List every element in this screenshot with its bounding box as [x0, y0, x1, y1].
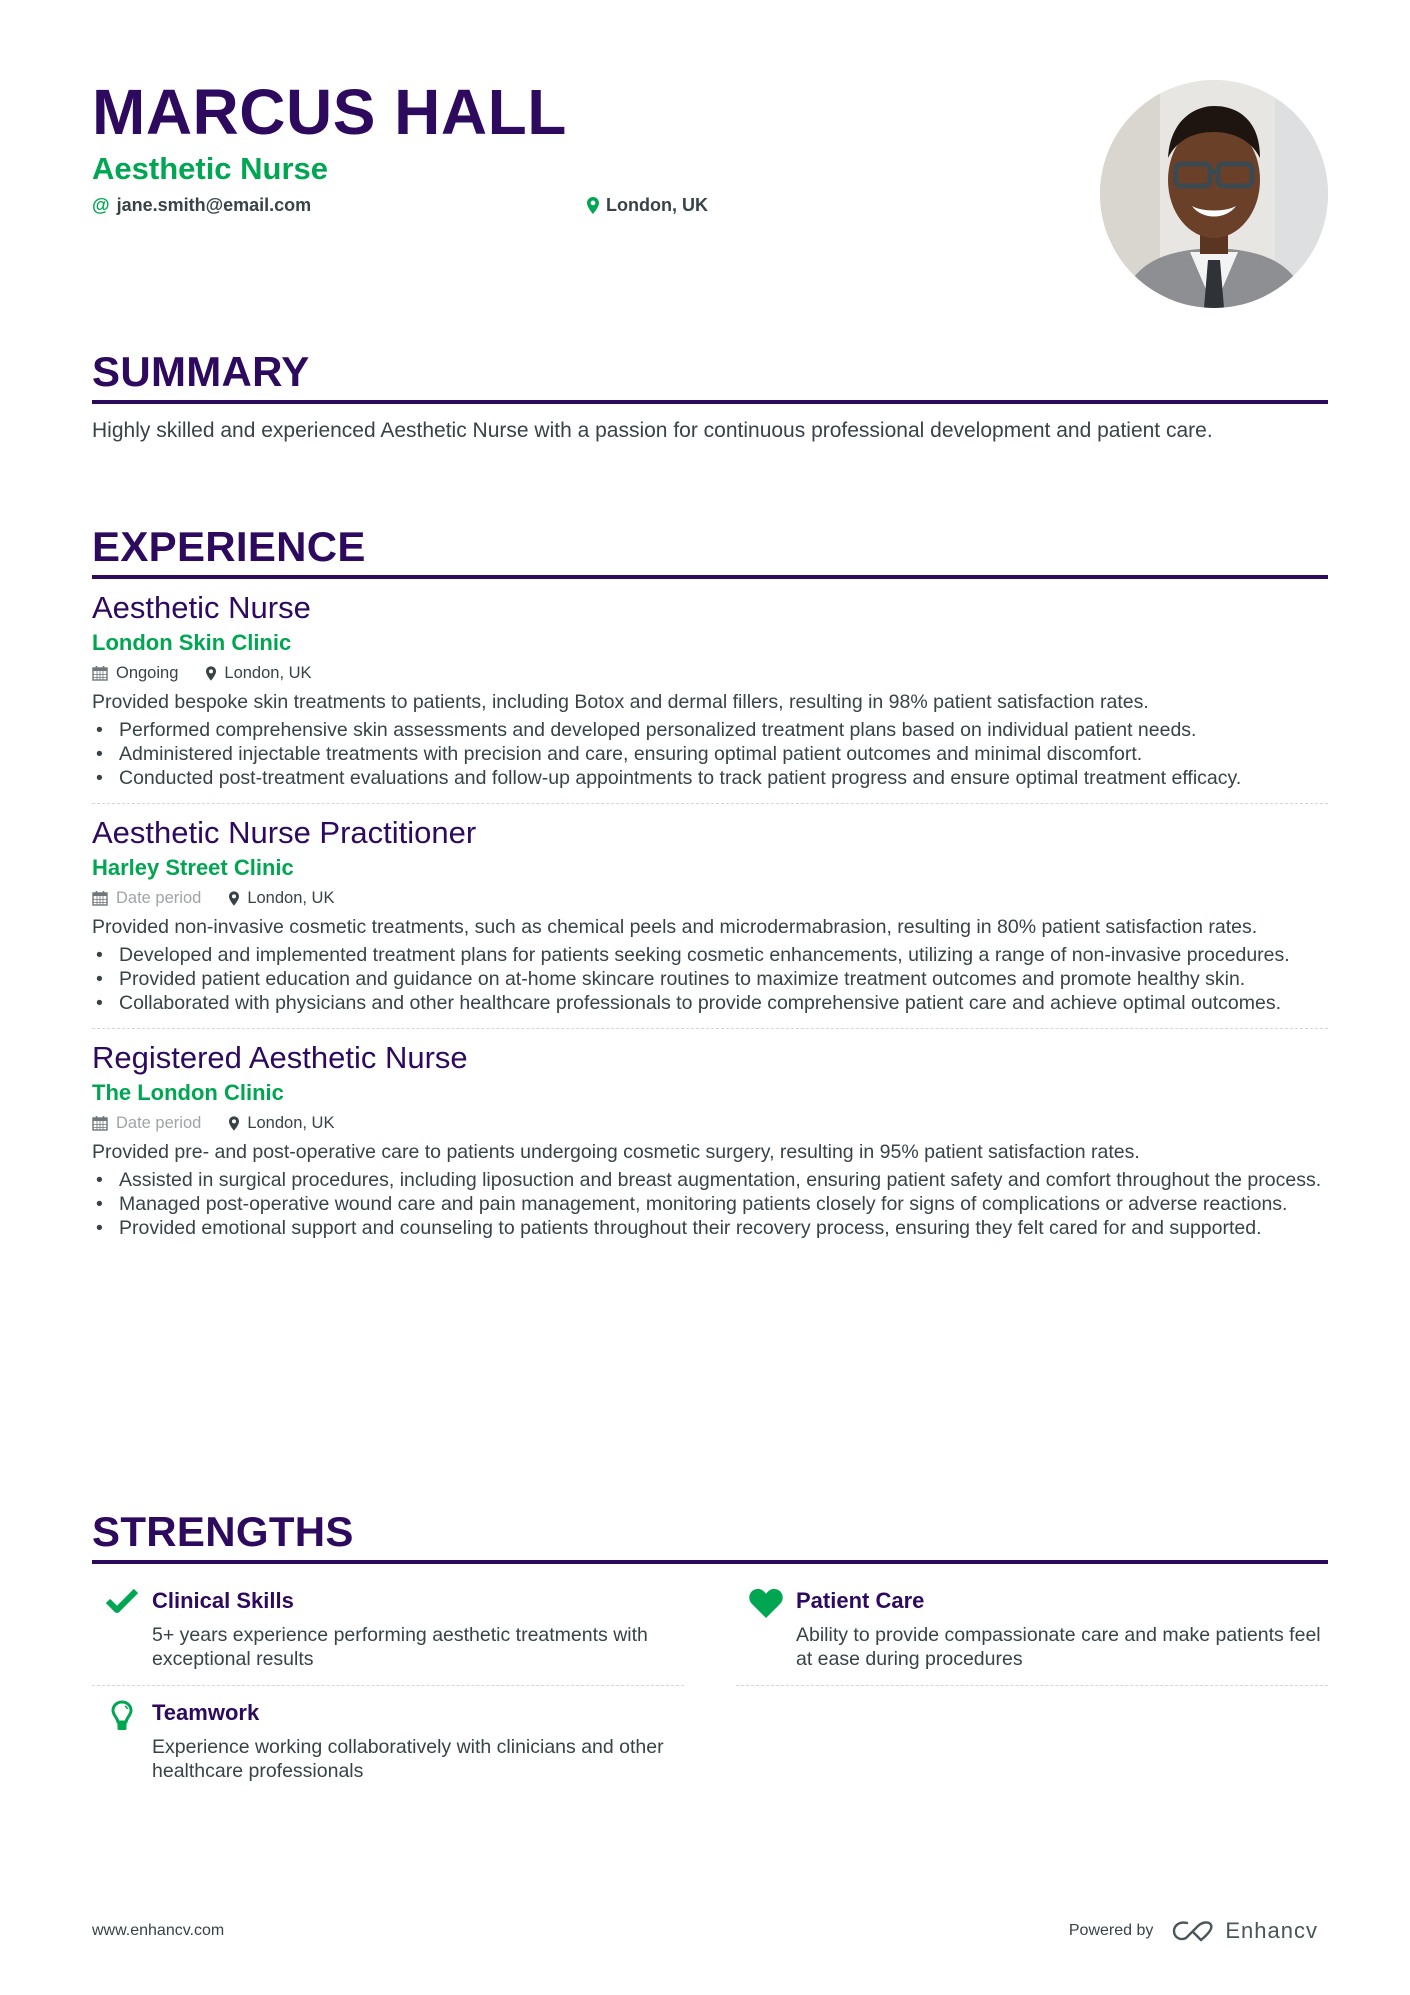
job-date-text: Ongoing	[116, 664, 179, 682]
job-date	[92, 1111, 201, 1135]
job-bullet: • Managed post-operative wound care and pain management, monitoring patients closely for signs of complications or adverse reactions.	[92, 1192, 1328, 1216]
strength-description: Ability to provide compassionate care and make patients feel at ease during procedures	[796, 1624, 1321, 1670]
job-list	[92, 579, 1328, 1253]
job-date-text: Date period	[116, 889, 202, 907]
strength-item	[736, 1574, 1328, 1686]
experience-section	[92, 523, 1328, 1253]
calendar-icon	[92, 665, 108, 681]
job-bullet: • Collaborated with physicians and other healthcare professionals to provide comprehensive patient care and achieve optimal outcomes.	[92, 991, 1328, 1015]
powered-by-label: Powered by	[1068, 1922, 1154, 1939]
experience-heading: EXPERIENCE	[92, 523, 366, 570]
job-meta	[92, 886, 1328, 910]
job-entry	[92, 804, 1328, 1029]
job-bullet: • Provided emotional support and counseling to patients throughout their recovery process, ensuring they felt cared for and supported.	[92, 1216, 1328, 1240]
email-text: jane.smith@email.com	[116, 195, 312, 215]
candidate-name: MARCUS HALL	[92, 76, 567, 148]
job-location-text: London, UK	[247, 1114, 335, 1132]
strength-body	[152, 1586, 684, 1671]
checkmark-icon	[92, 1586, 152, 1671]
job-title: Aesthetic Nurse Practitioner	[92, 815, 477, 850]
map-pin-icon	[229, 891, 239, 906]
resume-page	[92, 0, 1328, 1782]
strength-item	[92, 1686, 684, 1797]
job-bullet: • Assisted in surgical procedures, including liposuction and breast augmentation, ensuring patient safety and comfort throughout the process.	[92, 1168, 1328, 1192]
job-entry	[92, 1029, 1328, 1253]
footer-website-link[interactable]: www.enhancv.com	[92, 1922, 225, 1939]
location-text: London, UK	[606, 195, 708, 215]
strength-item	[92, 1574, 684, 1686]
strengths-heading: STRENGTHS	[92, 1508, 354, 1555]
summary-section	[92, 348, 1328, 445]
job-description: Provided bespoke skin treatments to patients, including Botox and dermal fillers, resulting in 98% patient satisfaction rates.	[92, 691, 1149, 713]
lightbulb-icon	[92, 1698, 152, 1783]
enhancv-logo	[1171, 1918, 1318, 1944]
job-date-text: Date period	[116, 1114, 202, 1132]
map-pin-icon	[206, 666, 216, 681]
at-icon: @	[92, 195, 110, 215]
job-date	[92, 886, 201, 910]
job-bullet: • Developed and implemented treatment plans for patients seeking cosmetic enhancements, utilizing a range of non-invasive procedures.	[92, 943, 1328, 967]
page-footer	[92, 1918, 1328, 1948]
job-location	[206, 661, 311, 685]
resume-header	[92, 0, 1328, 330]
brand-name: Enhancv	[1225, 1918, 1318, 1943]
job-company: London Skin Clinic	[92, 630, 292, 655]
job-meta	[92, 1111, 1328, 1135]
job-bullet: • Conducted post-treatment evaluations and follow-up appointments to track patient progress and ensure optimal treatment efficacy.	[92, 766, 1328, 790]
job-description: Provided non-invasive cosmetic treatments, such as chemical peels and microdermabrasion, resulting in 80% patient satisfaction rates.	[92, 916, 1258, 938]
job-meta	[92, 661, 1328, 685]
candidate-role: Aesthetic Nurse	[92, 151, 329, 186]
job-bullet-list	[92, 943, 1328, 1015]
strength-body	[796, 1586, 1328, 1671]
strength-title: Patient Care	[796, 1588, 925, 1613]
job-title: Registered Aesthetic Nurse	[92, 1040, 468, 1075]
contact-location	[587, 193, 708, 217]
job-description: Provided pre- and post-operative care to patients undergoing cosmetic surgery, resulting in 95% patient satisfaction rates.	[92, 1141, 1140, 1163]
job-location	[229, 1111, 334, 1135]
strength-description: 5+ years experience performing aesthetic treatments with exceptional results	[152, 1624, 648, 1670]
job-company: The London Clinic	[92, 1080, 284, 1105]
job-title: Aesthetic Nurse	[92, 590, 311, 625]
job-bullet: • Administered injectable treatments with precision and care, ensuring optimal patient outcomes and minimal discomfort.	[92, 742, 1328, 766]
strength-body	[152, 1698, 684, 1783]
map-pin-icon	[229, 1116, 239, 1131]
powered-by[interactable]	[1069, 1918, 1318, 1944]
section-divider	[92, 1560, 1328, 1564]
job-location	[229, 886, 334, 910]
calendar-icon	[92, 890, 108, 906]
strengths-section	[92, 1508, 1328, 1797]
calendar-icon	[92, 1115, 108, 1131]
enhancv-logo-icon	[1171, 1919, 1215, 1943]
strength-description: Experience working collaboratively with clinicians and other healthcare professionals	[152, 1736, 664, 1782]
job-bullet: • Performed comprehensive skin assessments and developed personalized treatment plans based on individual patient needs.	[92, 718, 1328, 742]
map-pin-icon	[587, 197, 599, 214]
job-bullet-list	[92, 1168, 1328, 1240]
strength-title: Clinical Skills	[152, 1588, 294, 1613]
job-date	[92, 661, 178, 685]
job-bullet-list	[92, 718, 1328, 790]
heart-icon	[736, 1586, 796, 1671]
summary-heading: SUMMARY	[92, 348, 310, 395]
job-company: Harley Street Clinic	[92, 855, 294, 880]
strength-list	[92, 1574, 1328, 1797]
strength-title: Teamwork	[152, 1700, 260, 1725]
profile-photo	[1100, 80, 1328, 308]
summary-text: Highly skilled and experienced Aesthetic Nurse with a passion for continuous professional development and patient care.	[92, 419, 1213, 442]
job-location-text: London, UK	[247, 889, 335, 907]
job-bullet: • Provided patient education and guidance on at-home skincare routines to maximize treatment outcomes and promote healthy skin.	[92, 967, 1328, 991]
job-location-text: London, UK	[224, 664, 312, 682]
job-entry	[92, 579, 1328, 804]
section-divider	[92, 400, 1328, 404]
contact-email[interactable]	[92, 193, 311, 217]
